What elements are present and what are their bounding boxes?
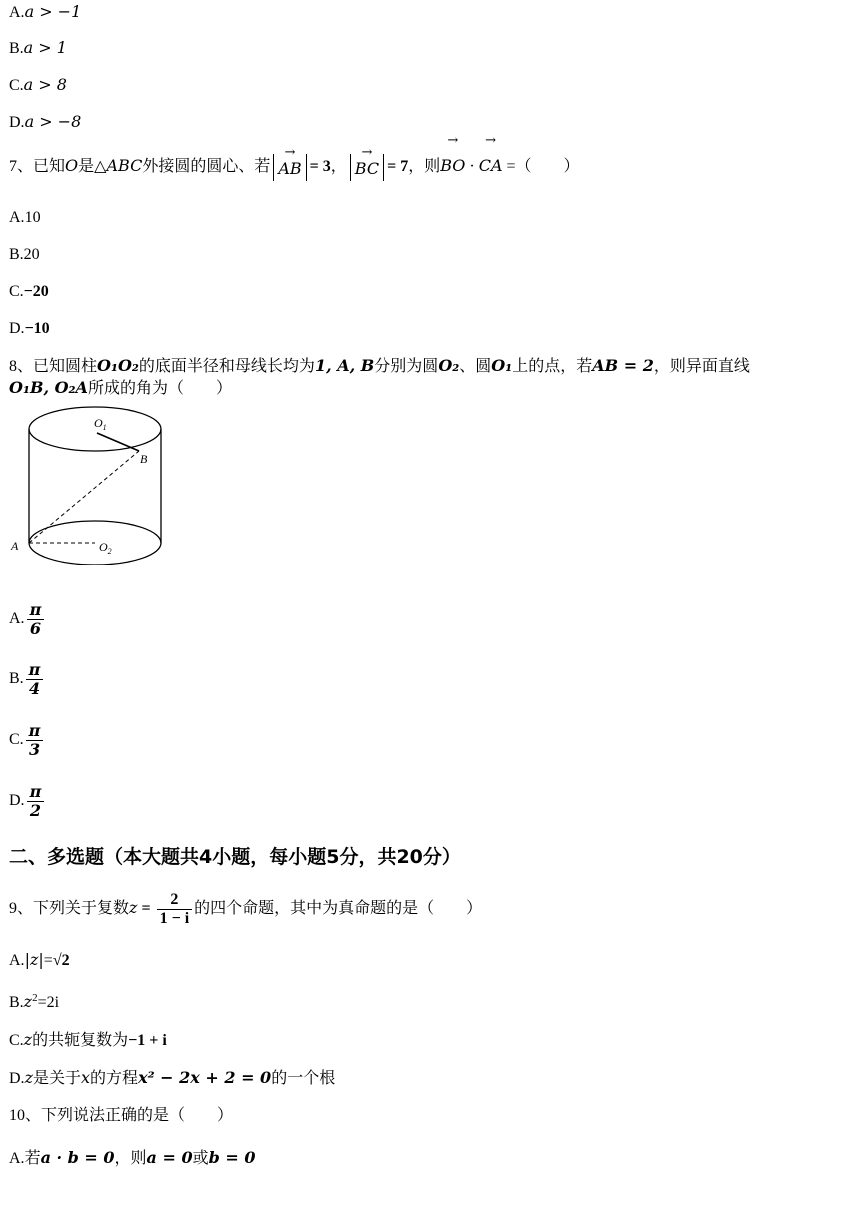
q8-option-a: A. $\frac{\pi}{6}$ <box>9 597 46 641</box>
q9-option-a: A.|z|=√2 <box>9 950 70 969</box>
bottom-ellipse-front <box>29 543 161 565</box>
q9-option-d: D.z是关于x的方程x² − 2x + 2 = 0的一个根 <box>9 1068 336 1087</box>
q9-option-b: $B.z^2=2i$ <box>9 992 60 1011</box>
q7-stem: 7、已知O是△ABC外接圆的圆心、若 → AB = 3， → BC = 7，则 → BO · → CA =（ ） <box>9 148 580 185</box>
section-heading-multiple-choice: 二、多选题（本大题共4小题，每小题5分，共20分） <box>9 846 461 868</box>
q8-option-b: B. $\frac{\pi}{4}$ <box>9 657 45 701</box>
label-o1: $O_1$ <box>94 416 107 432</box>
q6-option-c: C.a > 8 <box>9 75 67 94</box>
bottom-ellipse-back <box>29 521 161 543</box>
q7-option-a: A.10 <box>9 209 41 226</box>
q6-option-d: D.a > −8 <box>9 112 82 131</box>
q10-option-a: A.若a · b = 0，则a = 0或b = 0 <box>9 1148 256 1167</box>
q8-stem-line2: O₁B, O₂A所成的角为（ ） <box>9 378 232 397</box>
segment-o1-b <box>97 433 139 451</box>
abs-bc: → BC <box>350 154 384 181</box>
q6-option-a: A.a > −1 <box>9 2 82 21</box>
abs-ab: → AB <box>273 154 306 181</box>
q7-option-b: B.20 <box>9 246 40 263</box>
q9-stem: 9、下列关于复数z = $\frac{2}{1 - i}$ 的四个命题，其中为真命题的是（ ） <box>9 890 483 927</box>
q8-option-d: D. $\frac{\pi}{2}$ <box>9 779 46 823</box>
q8-option-c: C. $\frac{\pi}{3}$ <box>9 718 45 762</box>
segment-a-b-dashed <box>29 451 139 543</box>
label-b: B <box>140 452 148 466</box>
q8-stem-line1: 8、已知圆柱O₁O₂的底面半径和母线长均为1, A, B分别为圆O₂、圆O₁上的点，若AB = 2，则异面直线 <box>9 356 750 375</box>
q6-option-b: B.a > 1 <box>9 38 67 57</box>
q10-stem: 10、下列说法正确的是（ ） <box>9 1107 234 1124</box>
q7-option-d: D.−10 <box>9 320 50 337</box>
label-o2: $O_2$ <box>99 540 112 556</box>
q9-option-c: C.z的共轭复数为−1 + i <box>9 1030 167 1049</box>
label-a: A <box>11 539 19 553</box>
cylinder-figure <box>9 405 169 565</box>
q7-option-c: C.−20 <box>9 283 49 300</box>
